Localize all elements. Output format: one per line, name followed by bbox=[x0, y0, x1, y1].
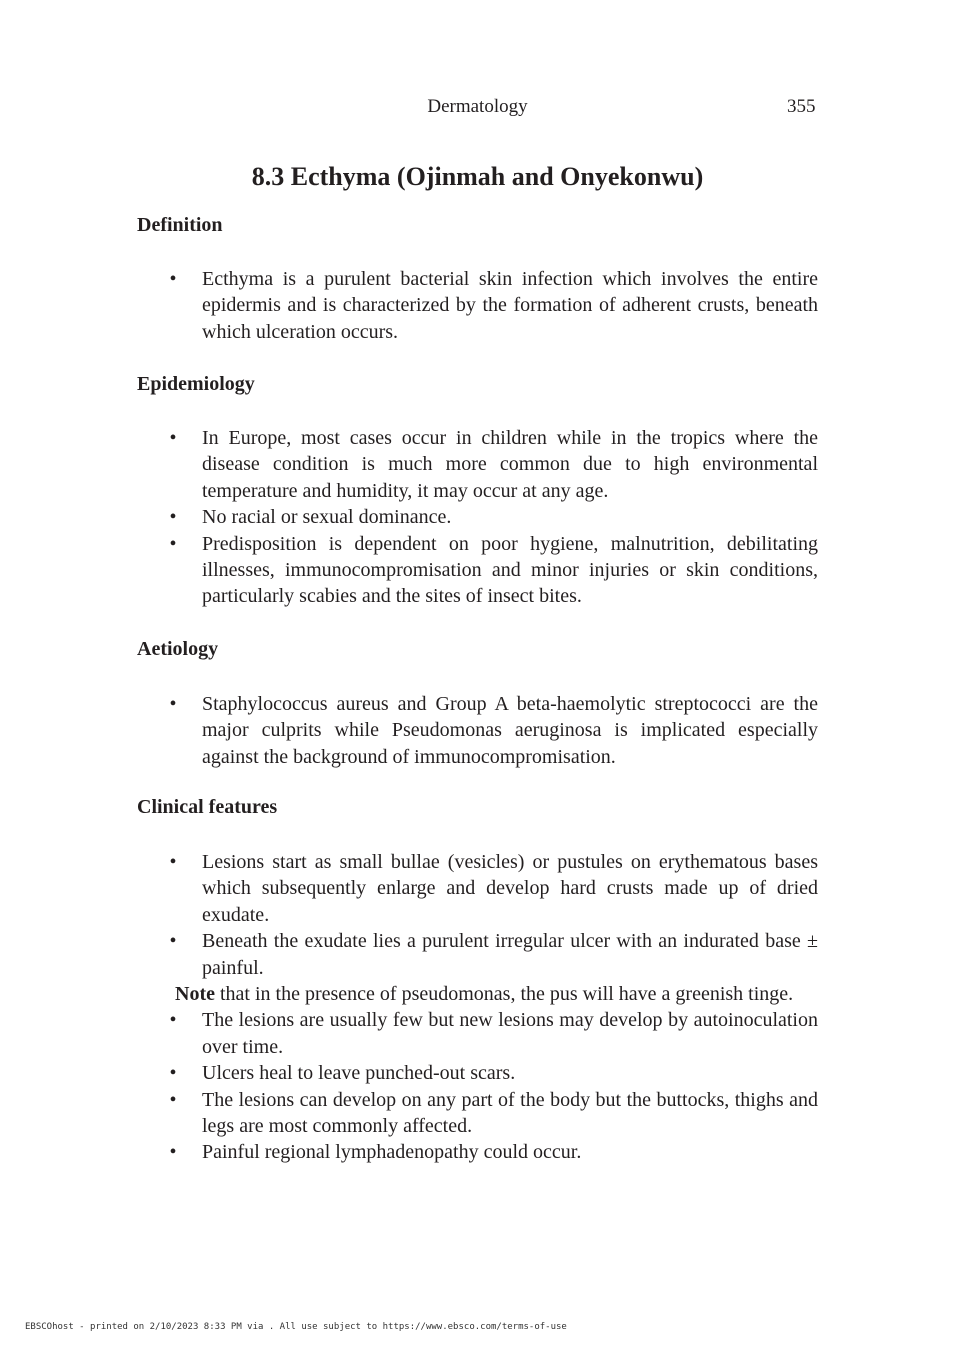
list-item bbox=[169, 425, 818, 504]
bullet-icon: • bbox=[169, 1062, 177, 1085]
list-item bbox=[169, 1060, 818, 1086]
section-heading-aetiology: Aetiology bbox=[137, 638, 219, 660]
list-item-text: Beneath the exudate lies a purulent irregular ulcer with an indurated base ± painful. bbox=[202, 930, 818, 979]
bullet-icon: • bbox=[169, 532, 177, 555]
list-item bbox=[169, 1087, 818, 1140]
section-heading-clinical-features: Clinical features bbox=[137, 796, 278, 818]
bullet-icon: • bbox=[169, 427, 177, 449]
list-item-text: In Europe, most cases occur in children while in the tropics where the disease condition is much more common due to high environmental temperature and humidity, it may occur at any age. bbox=[202, 427, 818, 502]
list-item-text: The lesions are usually few but new lesions may develop by autoinoculation over time. bbox=[202, 1009, 818, 1058]
list-item-text: No racial or sexual dominance. bbox=[202, 506, 452, 529]
bullet-icon: • bbox=[169, 1141, 177, 1164]
bullet-icon: • bbox=[169, 930, 177, 953]
list-item-text: Staphylococcus aureus and Group A beta-haemolytic streptococci are the major culprits while Pseudomonas aeruginosa is implicated especially against the background of immunocompromisation. bbox=[202, 693, 818, 768]
footer-copyright-notice: EBSCOhost - printed on 2/10/2023 8:33 PM via . All use subject to https://www.ebsco.com/terms-of-use bbox=[25, 1322, 567, 1332]
list-item bbox=[169, 266, 818, 345]
note-text: that in the presence of pseudomonas, the pus will have a greenish tinge. bbox=[214, 983, 794, 1006]
list-item-text: Painful regional lymphadenopathy could occur. bbox=[202, 1141, 582, 1164]
running-header bbox=[0, 96, 955, 120]
bullet-icon: • bbox=[169, 1009, 177, 1032]
chapter-title: 8.3 Ecthyma (Ojinmah and Onyekonwu) bbox=[251, 162, 704, 191]
epidemiology-list bbox=[0, 425, 955, 610]
section-heading-epidemiology: Epidemiology bbox=[137, 373, 255, 395]
bullet-icon: • bbox=[169, 268, 177, 290]
clinical-features-list bbox=[0, 849, 955, 1166]
list-item bbox=[169, 1007, 818, 1060]
list-item bbox=[169, 691, 818, 770]
bullet-icon: • bbox=[169, 693, 177, 715]
page-number: 355 bbox=[787, 96, 816, 117]
bullet-icon: • bbox=[169, 1088, 177, 1111]
list-item bbox=[169, 849, 818, 928]
aetiology-list bbox=[0, 691, 955, 770]
list-item bbox=[169, 531, 818, 610]
list-item-text: Ulcers heal to leave punched-out scars. bbox=[202, 1062, 516, 1085]
list-item-text: Lesions start as small bullae (vesicles) or pustules on erythematous bases which subsequently enlarge and develop hard crusts made up of dried exudate. bbox=[202, 851, 818, 926]
list-item-text: The lesions can develop on any part of the body but the buttocks, thighs and legs are most commonly affected. bbox=[202, 1088, 818, 1138]
list-item-text: Ecthyma is a purulent bacterial skin infection which involves the entire epidermis and is characterized by the formation of adherent crusts, beneath which ulceration occurs. bbox=[202, 268, 818, 343]
list-item-text: Predisposition is dependent on poor hygiene, malnutrition, debilitating illnesses, immunocompromisation and minor injuries or skin conditions, particularly scabies and the sites of insect bites. bbox=[202, 532, 818, 608]
list-item bbox=[169, 1139, 818, 1165]
section-heading-definition: Definition bbox=[137, 214, 223, 236]
list-item bbox=[169, 928, 818, 981]
list-item bbox=[169, 504, 818, 530]
bullet-icon: • bbox=[169, 506, 177, 529]
bullet-icon: • bbox=[169, 851, 177, 873]
definition-list bbox=[0, 266, 955, 345]
note-paragraph bbox=[175, 981, 818, 1007]
note-label: Note bbox=[175, 983, 215, 1006]
running-title: Dermatology bbox=[427, 96, 528, 117]
